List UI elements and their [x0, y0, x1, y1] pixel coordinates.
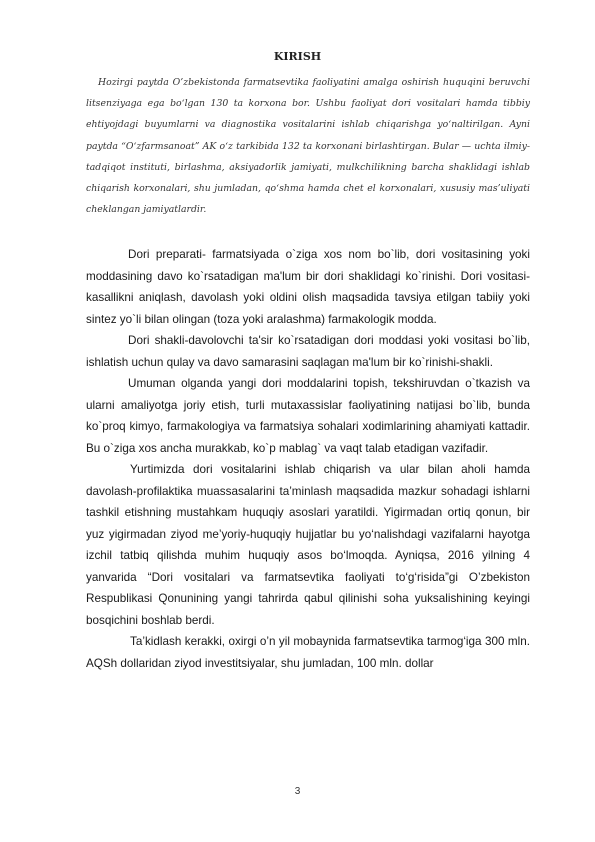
paragraph-umuman: Umuman olganda yangi dori moddalarini topish, tekshiruvdan o`tkazish va ularni amaliyotga joriy etish, turli mutaxassislar faoliyatining natijasi bo`lib, bunda ko`proq kimyo, farmakologiya va farmatsiya sohalari xodimlarining ahamiyati kattadir. Bu o`ziga xos ancha murakkab, ko`p mablag` va vaqt talab etadigan vazifadir.: [86, 377, 530, 455]
paragraph-takidlash: Ta’kidlash kerakki, oxirgi o’n yil mobaynida farmatsevtika tarmog‘iga 300 mln. AQSh dollaridan ziyod investitsiyalar, shu jumladan, 100 mln. dollar: [86, 635, 530, 670]
paragraph-dori-shakli: Dori shakli-davolovchi ta'sir ko`rsatadigan dori moddasi yoki vositasi bo`lib, ishlatish uchun qulay va davo samarasini saqlagan ma'lum bir ko`rinishi-shakli.: [86, 334, 530, 369]
intro-abstract: Hozirgi paytda O’zbekistonda farmatsevtika faoliyatini amalga oshirish huquqini beruvchi litsenziyaga ega bo‘lgan 130 ta korxona bor. Ushbu faoliyat dori vositalari hamda tibbiy ehtiyojdagi buyumlarni va diagnostika vositalarini ishlab chiqarishga yo‘naltirilgan. Ayni paytda “O‘zfarmsanoat” AK o‘z tarkibida 132 ta korxonani birlashtirgan. Bular — uchta ilmiy-tadqiqot instituti, birlashma, aksiyadorlik jamiyati, mulkchilikning barcha shaklidagi ishlab chiqarish korxonalari, shu jumladan, qo‘shma hamda chet el korxonalari, xususiy mas’uliyati cheklangan jamiyatlardir.: [86, 77, 530, 216]
page-number: 3: [294, 786, 301, 797]
paragraph-dori-preparati: Dori preparati- farmatsiyada o`ziga xos nom bo`lib, dori vositasining yoki moddasining davo ko`rsatadigan ma'lum bir dori shaklidagi ko`rinishi. Dori vositasi-kasallikni aniqlash, davolash yoki oldini olish maqsadida tavsiya etilgan tabiiy yoki sintez yo`li bilan olingan (toza yoki aralashma) farmakologik modda.: [86, 248, 530, 326]
body-text: [86, 244, 530, 674]
page-title: KIRISH: [273, 50, 322, 63]
paragraph-yurtimizda: Yurtimizda dori vositalarini ishlab chiqarish va ular bilan aholi hamda davolash-profilaktika muassasalarini ta’minlash maqsadida mazkur sohadagi ishlarni tashkil etishning mustahkam huquqiy asoslari yaratildi. Yigirmadan ortiq qonun, bir yuz yigirmadan ziyod me’yoriy-huquqiy hujjatlar bu yo‘nalishdagi vazifalarni hayotga izchil tatbiq qilishda muhim huquqiy asos bo‘lmoqda. Ayniqsa, 2016 yilning 4 yanvarida “Dori vositalari va farmatsevtika faoliyati to‘g‘risida”gi O’zbekiston Respublikasi Qonunining yangi tahrirda qabul qilinishi soha yuksalishining keyingi bosqichini boshlab berdi.: [86, 463, 530, 627]
